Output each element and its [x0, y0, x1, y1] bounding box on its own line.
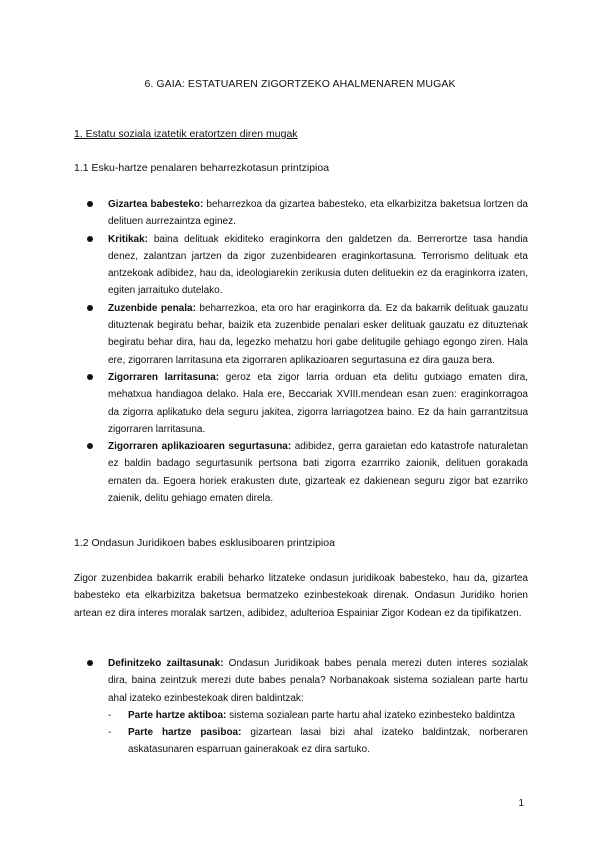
list-item [86, 655, 528, 759]
list-item-text: adibidez, gerra garaietan edo katastrofe naturaletan ez baldin badago segurtasunik pertsona bati zigorra ezarrriko zaionik, delituen gorakada ematen da. Egoera horiek erakusten dute, gizarteak ez dakienean seguru zigor bat ezarriko zaienik, delitu gehiago ematen direla. [108, 441, 528, 505]
sub-list-item-term: Parte hartze pasiboa: [128, 727, 242, 739]
sub-list [108, 707, 528, 759]
dash-icon: - [108, 709, 112, 721]
list-item [86, 196, 528, 231]
dash-icon: - [108, 727, 112, 739]
sub-list-item-term: Parte hartze aktiboa: [128, 709, 227, 721]
list-item-term: Definitzeko zailtasunak: [108, 658, 224, 669]
bullet-icon [87, 305, 93, 311]
list-item [86, 438, 528, 507]
section-1-1-list [86, 196, 528, 507]
sub-list-item [108, 707, 528, 724]
bullet-icon [87, 443, 93, 449]
list-item-term: Kritikak: [108, 233, 149, 245]
list-item-text: beharrezkoa, eta oro har eraginkorra da. Ez da bakarrik delituak gauzatu dituztenak begiratu behar, baizik eta zuzenbide penalari esker delituak gauzatu ez dituztenak begiratu behar dira, hau da, legezko mehatzu hori gabe delitugile gehiago egongo ziren. Hala ere, zigorraren larritasuna eta zigorraren aplikazioaren segurtasuna ez dira gauza bera. [108, 302, 529, 366]
list-item-text: beharrezkoa da gizartea babesteko, eta elkarbizitza baketsua lortzen da delituen aurrezaintza eginez. [108, 199, 528, 228]
page-title: 6. GAIA: ESTATUAREN ZIGORTZEKO AHALMENAREN MUGAK [144, 78, 456, 90]
bullet-icon [87, 374, 93, 380]
list-item-term: Zuzenbide penala: [108, 302, 196, 314]
sub-list-item [108, 724, 528, 759]
list-item-term: Zigorraren larritasuna: [108, 371, 220, 383]
sub-list-item-text: sistema sozialean parte hartu ahal izateko ezinbesteko baldintza [226, 709, 515, 721]
list-item [86, 369, 528, 438]
list-item-text: geroz eta zigor larria orduan eta delitu gutxiago ematen dira, mehatxua handiagoa delako. Hala ere, Beccariak XVIII.mendean esan zuen: eraginkorragoa da zigorra aplikatuko dela seguru jakitea, zigorra larriagotzea baino. Ez da hain garrantzitsua zigorraren larritasuna. [108, 371, 528, 435]
section-1-heading: 1. Estatu soziala izatetik eratortzen diren mugak [74, 128, 298, 140]
list-item-text: baina delituak ekiditeko eraginkorra den galdetzen da. Berrerortze tasa handia denez, zalantzan jartzen da zigor zuzenbidearen eraginkortasuna. Terrorismo delituak eta antzekoak adibidez, hau da, ideologiarekin zerikusia duten delituekin ez da eraginkorra izaten, egiten jarraituko dutelako. [108, 233, 528, 297]
section-1-2-paragraph: Zigor zuzenbidea bakarrik erabili beharko litzateke ondasun juridikoak babesteko, hau da, gizartea babesteko eta elkarbizitza baketsua bermatzeko ezinbestekoak direnak. Ondasun Juridiko horien artean ez dira interes moralak sartzen, adibidez, adulterioa Espainiar Zigor Kodean ez da tipifikatzen. [74, 573, 528, 619]
list-item-term: Zigorraren aplikazioaren segurtasuna: [108, 441, 292, 453]
list-item [86, 231, 528, 300]
list-item-text: Ondasun Juridikoak babes penala merezi duten interes sozialak dira, baina zeintzuk merezi dute babes penala? Norbanakoak sistema sozialean parte hartu ahal izateko ezinbestekoak diren baldintzak: [108, 658, 529, 704]
section-1-2-list [86, 655, 528, 759]
bullet-icon [87, 660, 93, 666]
page-number: 1 [518, 798, 524, 809]
list-item [86, 300, 528, 369]
sub-list-item-text: gizartean lasai bizi ahal izateko baldintzak, norberaren askatasunaren esparruan gainerakoak ez dira sartuko. [128, 727, 528, 756]
bullet-icon [87, 201, 93, 207]
section-1-2-heading: 1.2 Ondasun Juridikoen babes esklusiboaren printzipioa [74, 537, 335, 549]
list-item-term: Gizartea babesteko: [108, 199, 204, 210]
section-1-1-heading: 1.1 Esku-hartze penalaren beharrezkotasun printzipioa [74, 162, 330, 174]
bullet-icon [87, 236, 93, 242]
